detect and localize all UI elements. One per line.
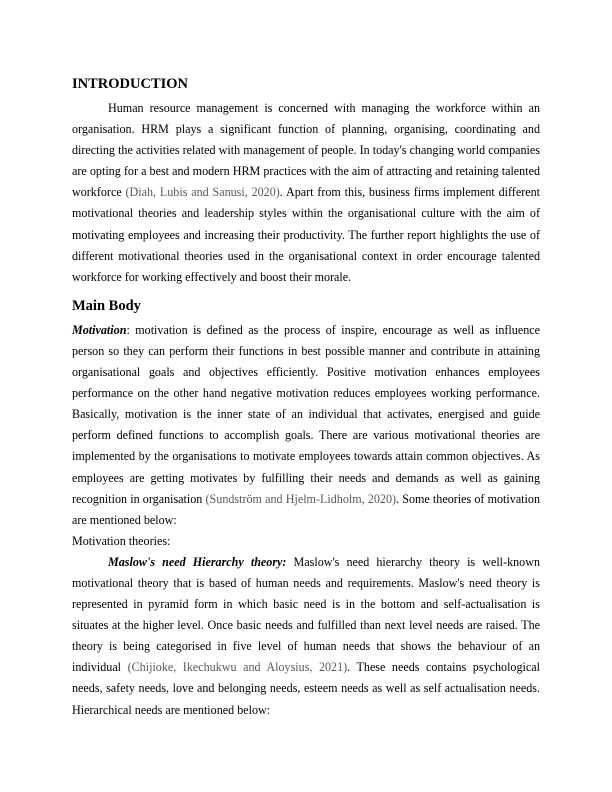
main-body-heading: Main Body [72, 297, 141, 314]
maslow-text-b: . These needs contains psychological needs, safety needs, love and belonging needs, esteem needs as well as self actualisation needs. Hierarchical needs are mentioned below: [72, 660, 540, 717]
motivation-paragraph [72, 320, 540, 531]
maslow-text-a: Maslow's need hierarchy theory is well-known motivational theory that is based of human needs and requirements. Maslow's need theory is represented in pyramid form in which basic need is in the bottom and self-actualisation is situates at the higher level. Once basic needs and fulfilled than next level needs are raised. The theory is being categorised in five level of human needs that shows the behaviour of an individual [72, 554, 540, 675]
motivation-theories-label: Motivation theories: [72, 533, 171, 548]
maslow-paragraph [72, 552, 540, 721]
introduction-heading: INTRODUCTION [72, 76, 189, 92]
motivation-term: Motivation [72, 322, 127, 337]
intro-text-a: Human resource management is concerned with managing the workforce within an organisation. HRM plays a significant function of planning, organising, coordinating and directing the activities related with management of people. In today's changing world companies are opting for a best and modern HRM practices with the aim of attracting and retaining talented workforce [72, 101, 540, 200]
motivation-text-b: . Some theories of motivation are mentioned below: [72, 491, 540, 527]
intro-citation: (Diah, Lubis and Sanusi, 2020) [125, 185, 280, 200]
document-page [72, 74, 540, 721]
motivation-text-a: : motivation is defined as the process of inspire, encourage as well as influence person so they can perform their functions in best possible manner and contribute in attaining organisational goals and objectives efficiently. Positive motivation enhances employees performance on the other hand negative motivation reduces employees working performance. Basically, motivation is the inner state of an individual that activates, energised and guide perform defined functions to accomplish goals. There are various motivational theories are implemented by the organisations to motivate employees towards attain common objectives. As employees are getting motivates by fulfilling their needs and demands as well as gaining recognition in organisation [72, 322, 540, 506]
introduction-paragraph [72, 98, 540, 288]
maslow-term: Maslow's need Hierarchy theory: [108, 554, 287, 569]
maslow-citation: (Chijioke, Ikechukwu and Aloysius, 2021) [127, 660, 348, 675]
motivation-citation: (Sundström and Hjelm-Lidholm, 2020) [205, 491, 397, 506]
intro-text-b: . Apart from this, business firms implement different motivational theories and leadership styles within the organisational culture with the aim of motivating employees and increasing their productivity. The further report highlights the use of different motivational theories used in the organisational context in order encourage talented workforce for working effectively and boost their morale. [72, 185, 540, 284]
